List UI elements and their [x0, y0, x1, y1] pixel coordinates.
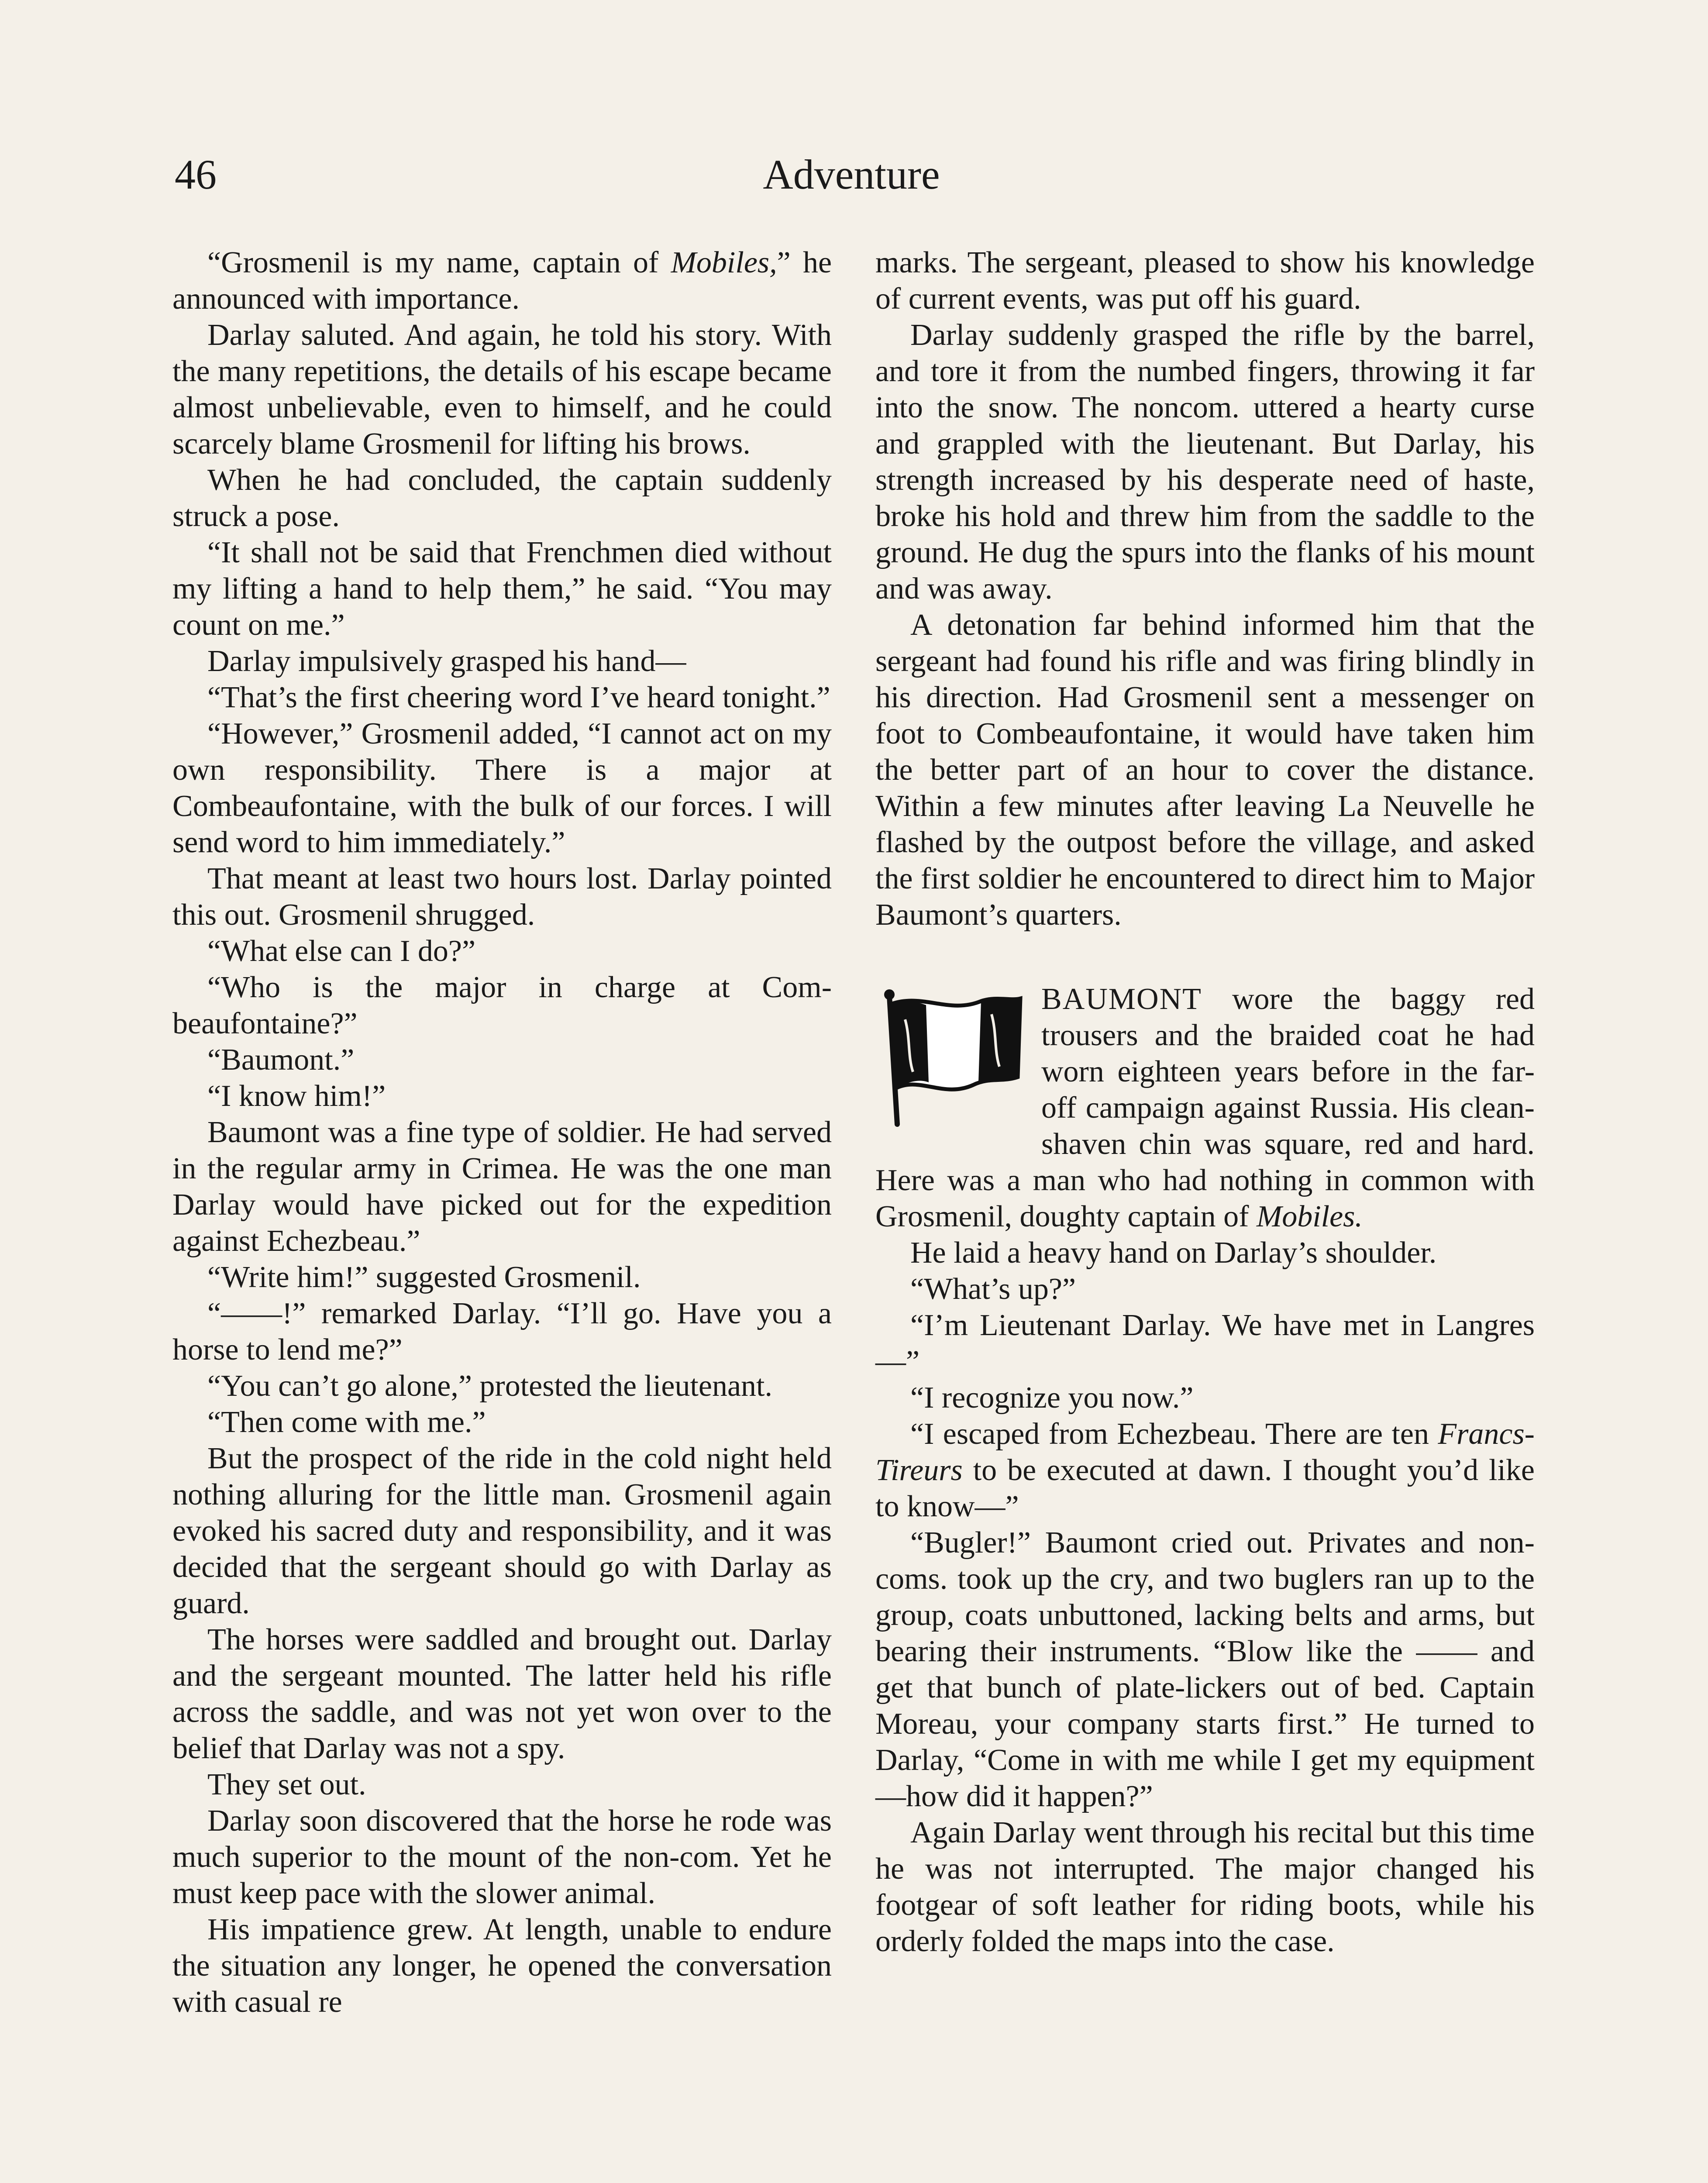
paragraph: “Baumont.” [207, 1043, 355, 1077]
french-flag-icon [871, 985, 1028, 1129]
paragraph: “I escaped from Echezbeau. There are ten Francs-Tireurs to be executed at dawn. I thought you’d like to know—” [875, 1417, 1535, 1523]
paragraph: Again Darlay went through his recital but this time he was not interrupted. The major changed his footgear of soft leather for riding boots, while his orderly folded the maps into the case. [875, 1816, 1535, 1958]
paragraph: “I recognize you now.” [910, 1381, 1194, 1415]
section-opening [875, 981, 1535, 1235]
paragraph: When he had concluded, the captain suddenly struck a pose. [172, 463, 832, 533]
page-header [175, 148, 1528, 210]
paragraph: They set out. [207, 1768, 366, 1801]
paragraph: “Write him!” suggested Grosmenil. [207, 1260, 641, 1294]
paragraph: He laid a heavy hand on Darlay’s shoulder. [910, 1236, 1437, 1270]
paragraph: “That’s the first cheering word I’ve heard tonight.” [207, 681, 830, 714]
paragraph: A detonation far behind informed him that the sergeant had found his rifle and was firing blindly in his direction. Had Grosmenil sent a messenger on foot to Combeaufontaine, it would have taken him the better part of an hour to cover the distance. Within a few minutes after leaving La Neuvelle he flashed by the outpost before the village, and asked the first soldier he encountered to direct him to Major Baumont’s quarters. [875, 608, 1535, 932]
right-column [875, 244, 1535, 1959]
page-number: 46 [175, 151, 217, 198]
paragraph: “However,” Grosmenil added, “I cannot act on my own responsibility. There is a major at Combeaufontaine, with the bulk of our forces. I will send word to him immediately.” [172, 717, 832, 859]
paragraph: Darlay saluted. And again, he told his story. With the many repetitions, the details of his escape became almost unbelievable, even to himself, and he could scarcely blame Grosmenil for lifting his brows. [172, 318, 832, 461]
paragraph: “What else can I do?” [207, 934, 476, 968]
running-title: Adventure [763, 151, 940, 198]
paragraph: Darlay impulsively grasped his hand— [207, 644, 686, 678]
paragraph: “Grosmenil is my name, captain of Mobiles,” he announced with importance. [172, 246, 832, 316]
paragraph: “I know him!” [207, 1079, 386, 1113]
paragraph: “You can’t go alone,” protested the lieutenant. [207, 1369, 773, 1403]
paragraph: That meant at least two hours lost. Darlay pointed this out. Grosmenil shrugged. [172, 862, 832, 932]
left-column [172, 244, 832, 2020]
paragraph: But the prospect of the ride in the cold night held nothing alluring for the little man. Grosmenil again evoked his sacred duty and responsibility, and it was decided that the sergeant should go with Darlay as guard. [172, 1442, 832, 1620]
section-break [875, 933, 1535, 981]
paragraph: “It shall not be said that Frenchmen died without my lifting a hand to help them,” he said. “You may count on me.” [172, 536, 832, 642]
paragraph: “——!” remarked Darlay. “I’ll go. Have you a horse to lend me?” [172, 1297, 832, 1367]
paragraph: “Who is the major in charge at Combeaufontaine?” [172, 971, 832, 1040]
paragraph: “Bugler!” Baumont cried out. Privates and non-coms. took up the cry, and two buglers ran up to the group, coats unbuttoned, lacking belts and arms, but bearing their instruments. “Blow like the —— and get that bunch of plate-lickers out of bed. Captain Moreau, your company starts first.” He turned to Darlay, “Come in with me while I get my equipment—how did it happen?” [875, 1526, 1535, 1813]
paragraph: The horses were saddled and brought out. Darlay and the sergeant mounted. The latter held his rifle across the saddle, and was not yet won over to the belief that Darlay was not a spy. [172, 1623, 832, 1765]
paragraph: “I’m Lieutenant Darlay. We have met in Langres—” [875, 1308, 1535, 1378]
paragraph: Darlay soon discovered that the horse he rode was much superior to the mount of the non-com. Yet he must keep pace with the slower animal. [172, 1804, 832, 1910]
paragraph: Baumont was a fine type of soldier. He had served in the regular army in Crimea. He was the one man Darlay would have picked out for the expedition against Echezbeau.” [172, 1116, 832, 1258]
paragraph-continued: marks. The sergeant, pleased to show his knowledge of current events, was put off his guard. [875, 246, 1535, 316]
paragraph: “Then come with me.” [207, 1405, 486, 1439]
paragraph: Darlay suddenly grasped the rifle by the barrel, and tore it from the numbed fingers, throwing it far into the snow. The noncom. uttered a hearty curse and grappled with the lieutenant. But Darlay, his strength increased by his desperate need of haste, broke his hold and threw him from the saddle to the ground. He dug the spurs into the flanks of his mount and was away. [875, 318, 1535, 606]
paragraph: BAUMONT wore the baggy red trousers and the braided coat he had worn eighteen years before in the far-off campaign against Russia. His clean-shaven chin was square, red and hard. Here was a man who had nothing in common with Grosmenil, doughty captain of Mobiles. [875, 982, 1535, 1233]
paragraph: His impatience grew. At length, unable to endure the situation any longer, he opened the conversation with casual re [172, 1913, 832, 2019]
paragraph: “What’s up?” [910, 1272, 1076, 1306]
